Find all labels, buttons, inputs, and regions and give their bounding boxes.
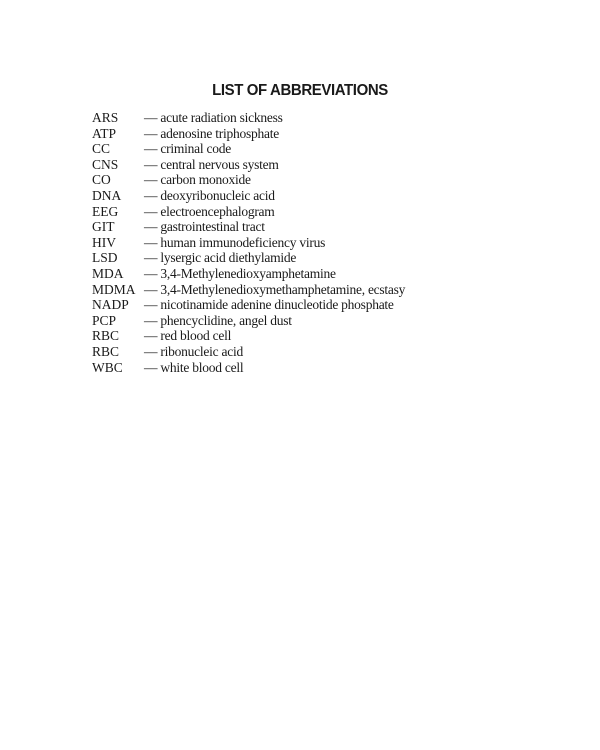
abbreviation-term: WBC: [92, 359, 123, 375]
abbreviation-definition: — red blood cell: [144, 328, 232, 344]
list-item: [92, 141, 405, 157]
abbreviation-term: CC: [92, 141, 111, 157]
abbreviation-definition: — acute radiation sickness: [144, 110, 283, 125]
abbreviation-definition: — white blood cell: [144, 359, 244, 375]
abbreviation-definition: — central nervous system: [144, 156, 279, 172]
abbreviation-term: MDA: [92, 265, 124, 281]
list-item: [92, 313, 405, 329]
abbreviation-term: NADP: [92, 297, 129, 313]
abbreviation-definition: — electroencephalogram: [144, 203, 275, 219]
abbreviation-definition: — phencyclidine, angel dust: [144, 312, 292, 328]
list-item: [92, 157, 405, 173]
abbreviation-term: RBC: [92, 343, 120, 359]
list-item: [92, 235, 405, 251]
abbreviation-definition: — 3,4-Methylenedioxyamphetamine: [144, 265, 336, 281]
list-item: [92, 282, 405, 298]
list-item: [92, 344, 405, 360]
abbreviation-term: CNS: [92, 156, 119, 172]
abbreviation-term: ATP: [92, 125, 117, 141]
abbreviation-term: RBC: [92, 328, 120, 344]
abbreviation-term: EEG: [92, 203, 119, 219]
list-item: [92, 110, 405, 126]
abbreviation-term: LSD: [92, 250, 118, 266]
abbreviation-definition: — deoxyribonucleic acid: [144, 187, 275, 203]
abbreviation-definition: — carbon monoxide: [144, 172, 251, 188]
list-item: [92, 360, 405, 376]
abbreviation-term: ARS: [92, 110, 119, 125]
abbreviation-definition: — criminal code: [144, 141, 231, 157]
page-title: LIST OF ABBREVIATIONS: [212, 81, 388, 100]
abbreviation-term: HIV: [92, 234, 116, 250]
abbreviation-term: PCP: [92, 312, 117, 328]
abbreviation-term: GIT: [92, 219, 115, 235]
list-item: [92, 250, 405, 266]
abbreviation-definition: — lysergic acid diethylamide: [144, 250, 297, 266]
list-item: [92, 266, 405, 282]
abbreviation-definition: — gastrointestinal tract: [144, 219, 265, 235]
list-item: [92, 126, 405, 142]
list-item: [92, 219, 405, 235]
abbreviation-list: [92, 110, 405, 375]
abbreviation-term: MDMA: [92, 281, 136, 297]
list-item: [92, 172, 405, 188]
list-item: [92, 328, 405, 344]
list-item: [92, 188, 405, 204]
abbreviation-term: CO: [92, 172, 111, 188]
list-item: [92, 204, 405, 220]
abbreviation-term: DNA: [92, 187, 122, 203]
list-item: [92, 297, 405, 313]
abbreviation-definition: — ribonucleic acid: [144, 343, 243, 359]
abbreviation-definition: — 3,4-Methylenedioxymethamphetamine, ecstasy: [144, 281, 406, 297]
abbreviation-definition: — adenosine triphosphate: [144, 125, 279, 141]
abbreviation-definition: — nicotinamide adenine dinucleotide phosphate: [144, 297, 394, 313]
abbreviation-definition: — human immunodeficiency virus: [144, 234, 326, 250]
